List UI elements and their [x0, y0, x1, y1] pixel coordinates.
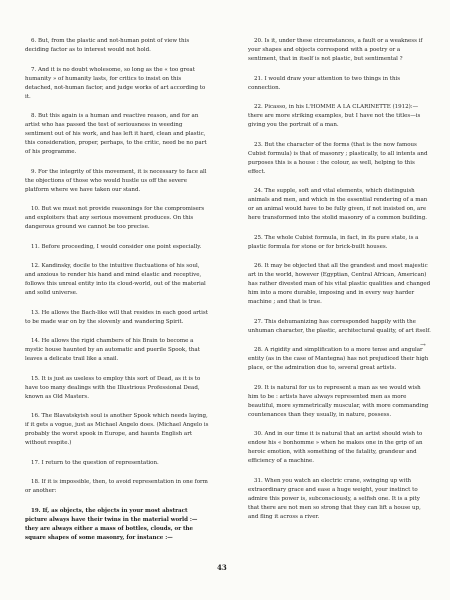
paragraph-12: 12. Kandinsky, docile to the intuitive fluctuations of his soul, and anxious to render his hand and mind elastic and receptive, follows this unreal entity into its cloud-world, out of the material and solid universe.: [25, 263, 206, 296]
paragraph-20: 20. Is it, under these circumstances, a fault or a weakness if your shapes and objects correspond with a poetry or a sentiment, that in itself is not plastic, but sentimental ?: [248, 38, 423, 62]
paragraph-30: 30. And in our time it is natural that an artist should wish to endow his « bonhomme » when he makes one in the grip of an heroic emotion, with something of the fatality, grandeur and efficiency of a machine.: [248, 431, 423, 464]
paragraph-21: 21. I would draw your attention to two things in this connection.: [248, 75, 401, 91]
paragraph-15: 15. It is just as useless to employ this sort of Dead, as it is to have too many dealings with the Illustrious Professional Dead, known as Old Masters.: [25, 375, 201, 400]
paragraph-23: 23. But the character of the forms (that is the now famous Cubist formula) is that of masonry ; plastically, to all intents and purposes this is a house : the colour, as well, helping to this effect.: [248, 141, 428, 175]
left-column: [25, 37, 209, 553]
paragraph-28: 28. A rigidity and simplification to a more tense and angular entity (as in the case of Mantegna) has not prejudiced their high place, or the admiration due to, several great artists.: [248, 347, 429, 371]
paragraph-11: 11. Before proceeding, I would consider one point especially.: [31, 243, 202, 250]
page-number: 43: [217, 563, 227, 572]
paragraph-24: 24. The supple, soft and vital elements, which distinguish animals and men, and which in the essential rendering of a man or an animal would have to be fully given, if not insisted on, are here transformed into the stolid masonry of a common building.: [248, 188, 428, 221]
paragraph-29: 29. It is natural for us to represent a man as we would wish him to be : artists have always represented men as more beautiful, more symmetrically muscular, with more commanding countenances than they usually, in nature, possess.: [248, 384, 429, 418]
margin-annotation-mark: →: [420, 341, 426, 349]
paragraph-14: 14. He allows the rigid chambers of his Brain to become a mystic house haunted by an automatic and puerile Spook, that leaves a delicate trail like a snail.: [25, 338, 200, 362]
paragraph-10: 10. But we must not provide reasonings for the compromisers and exploiters that any serious movement produces. On this dangerous ground we cannot be too precise.: [25, 206, 205, 230]
paragraph-17: 17. I return to the question of representation.: [31, 459, 159, 466]
paragraph-9: 9. For the integrity of this movement, it is necessary to face all the objections of those who would hustle us off the severe platform where we have taken our stand.: [25, 168, 207, 193]
paragraph-19: 19. If, as objects, the objects in your most abstract picture always have their twins in the material world :—they are always either a mass of bottles, clouds, or the square shapes of some masonry, for instance :—: [25, 507, 198, 541]
paragraph-31: 31. When you watch an electric crane, swinging up with extraordinary grace and ease a huge weight, your instinct to admire this power is, subconsciously, a selfish one. It is a pity that there are not men so strong that they can lift a house up, and fling it across a river.: [248, 477, 421, 520]
paragraph-7: 7. And it is no doubt wholesome, so long as the « too great humanity » of humanity lasts, for critics to insist on this detached, not-human factor, and judge works of art according to it.: [25, 66, 206, 100]
paragraph-18: 18. If it is impossible, then, to avoid representation in one form or another:: [25, 479, 208, 494]
paragraph-22: 22. Picasso, in his L'HOMME A LA CLARINETTE (1912):—there are more striking examples, but I have not the titles—is giving you the portrait of a man.: [248, 104, 421, 128]
paragraph-26: 26. It may be objected that all the grandest and most majestic art in the world, however (Egyptian, Central African, American) has rather divested man of his vital plastic qualities and changed him into a more durable, imposing and in every way harder machine ; and that is true.: [248, 263, 431, 305]
paragraph-27: 27. This dehumanizing has corresponded happily with the unhuman character, the plastic, architectural quality, of art itself.: [248, 318, 431, 334]
paragraph-13: 13. He allows the Bach-like will that resides in each good artist to be made war on by the slovenly and wandering Spirit.: [25, 309, 208, 325]
paragraph-6: 6. But, from the plastic and not-human point of view this deciding factor as to interest would not hold.: [25, 38, 190, 53]
paragraph-16: 16. The Blavatskyish soul is another Spook which needs laying, if it gets a vogue, just as Michael Angelo does. (Michael Angelo is probably the worst spook in Europe, and haunts English art without respite.): [25, 413, 209, 446]
right-column: [248, 37, 431, 532]
paragraph-25: 25. The whole Cubist formula, in fact, in its pure state, is a plastic formula for stone or for brick-built houses.: [248, 234, 419, 250]
paragraph-8: 8. But this again is a human and reactive reason, and for an artist who has passed the test of seriousness in weeding sentiment out of his work, and has left it hard, clean and plastic, this consideration, proper, perhaps, to the critic, need be no part of his programme.: [25, 113, 207, 155]
